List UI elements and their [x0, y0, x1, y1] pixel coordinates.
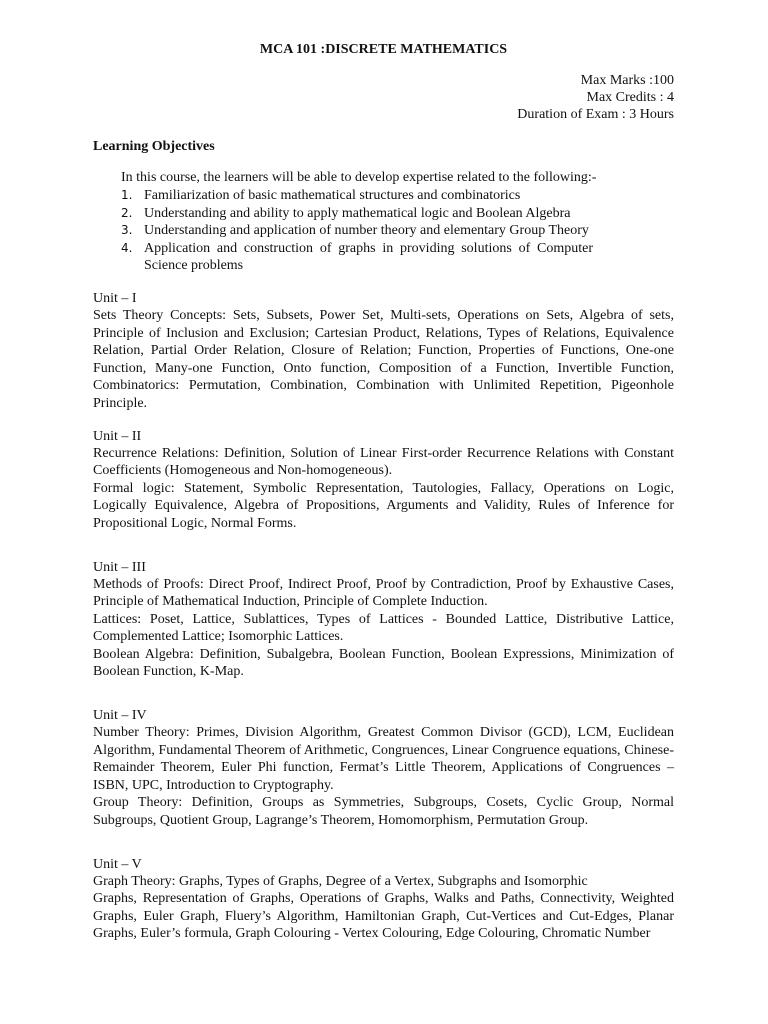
unit-heading: Unit – I — [93, 290, 137, 306]
unit-1-section — [93, 290, 674, 413]
objective-number: 1. — [121, 188, 133, 202]
unit-paragraph: Formal logic: Statement, Symbolic Representation, Tautologies, Fallacy, Operations on Logic, Logically Equivalence, Algebra of Propositions, Arguments and Validity, Rules of Inference for Propositional Logic, Normal Forms. — [93, 480, 674, 531]
exam-duration: Duration of Exam : 3 Hours — [517, 107, 674, 122]
learning-objectives-heading: Learning Objectives — [93, 139, 215, 154]
objective-number: 2. — [121, 205, 133, 220]
objective-item — [121, 240, 593, 275]
unit-heading: Unit – IV — [93, 708, 147, 724]
objective-number: 4. — [121, 240, 133, 255]
unit-heading: Unit – V — [93, 856, 142, 872]
unit-paragraph: Graph Theory: Graphs, Types of Graphs, Degree of a Vertex, Subgraphs and Isomorphic — [93, 873, 588, 889]
unit-heading: Unit – II — [93, 428, 142, 444]
objective-item — [121, 187, 593, 205]
unit-heading: Unit – III — [93, 559, 146, 575]
learning-objectives-intro: In this course, the learners will be able to develop expertise related to the following:- — [121, 170, 597, 185]
syllabus-page — [93, 40, 674, 943]
unit-paragraph: Recurrence Relations: Definition, Solution of Linear First-order Recurrence Relations with Constant Coefficients (Homogeneous and Non-homogeneous). — [93, 445, 674, 479]
exam-meta — [93, 72, 674, 123]
objective-number: 3. — [121, 223, 133, 238]
objective-text: Understanding and ability to apply mathematical logic and Boolean Algebra — [144, 205, 571, 221]
unit-4-section — [93, 707, 674, 830]
max-marks: Max Marks :100 — [580, 73, 674, 88]
objective-item — [121, 205, 593, 223]
unit-paragraph: Methods of Proofs: Direct Proof, Indirect Proof, Proof by Contradiction, Proof by Exhaustive Cases, Principle of Mathematical Induction, Principle of Complete Induction. — [93, 576, 674, 610]
learning-objectives-list — [93, 187, 593, 275]
unit-5-section — [93, 856, 674, 943]
unit-paragraph: Sets Theory Concepts: Sets, Subsets, Power Set, Multi-sets, Operations on Sets, Algebra of sets, Principle of Inclusion and Exclusion; Cartesian Product, Relations, Types of Relations, Equivalence Relation, Partial Order Relation, Closure of Relation; Function, Properties of Functions, One-one Function, Many-one Function, Onto function, Composition of a Function, Invertible Function, Combinatorics: Permutation, Combination, Combination with Unlimited Repetition, Pigeonhole Principle. — [93, 307, 674, 411]
objective-text: Familiarization of basic mathematical structures and combinatorics — [144, 188, 521, 203]
unit-paragraph: Group Theory: Definition, Groups as Symmetries, Subgroups, Cosets, Cyclic Group, Normal Subgroups, Quotient Group, Lagrange’s Theorem, Homomorphism, Permutation Group. — [93, 795, 674, 829]
objective-item — [121, 222, 593, 240]
unit-3-section — [93, 559, 674, 682]
unit-paragraph: Lattices: Poset, Lattice, Sublattices, Types of Lattices - Bounded Lattice, Distributive Lattice, Complemented Lattice; Isomorphic Lattices. — [93, 611, 674, 645]
objective-text: Application and construction of graphs in providing solutions of Computer Science problems — [144, 240, 593, 274]
unit-paragraph: Number Theory: Primes, Division Algorithm, Greatest Common Divisor (GCD), LCM, Euclidean Algorithm, Fundamental Theorem of Arithmetic, Congruences, Linear Congruence equations, Chinese-Remainder Theorem, Euler Phi function, Fermat’s Little Theorem, Applications of Congruences – ISBN, UPC, Introduction to Cryptography. — [93, 725, 674, 793]
max-credits: Max Credits : 4 — [586, 90, 674, 105]
unit-paragraph: Graphs, Representation of Graphs, Operations of Graphs, Walks and Paths, Connectivity, Weighted Graphs, Euler Graph, Fluery’s Algorithm, Hamiltonian Graph, Cut-Vertices and Cut-Edges, Planar Graphs, Euler’s formula, Graph Colouring - Vertex Colouring, Edge Colouring, Chromatic Number — [93, 891, 674, 942]
unit-2-section — [93, 428, 674, 533]
objective-text: Understanding and application of number theory and elementary Group Theory — [144, 223, 589, 239]
unit-paragraph: Boolean Algebra: Definition, Subalgebra, Boolean Function, Boolean Expressions, Minimization of Boolean Function, K-Map. — [93, 646, 674, 680]
document-title: MCA 101 :DISCRETE MATHEMATICS — [259, 42, 508, 57]
